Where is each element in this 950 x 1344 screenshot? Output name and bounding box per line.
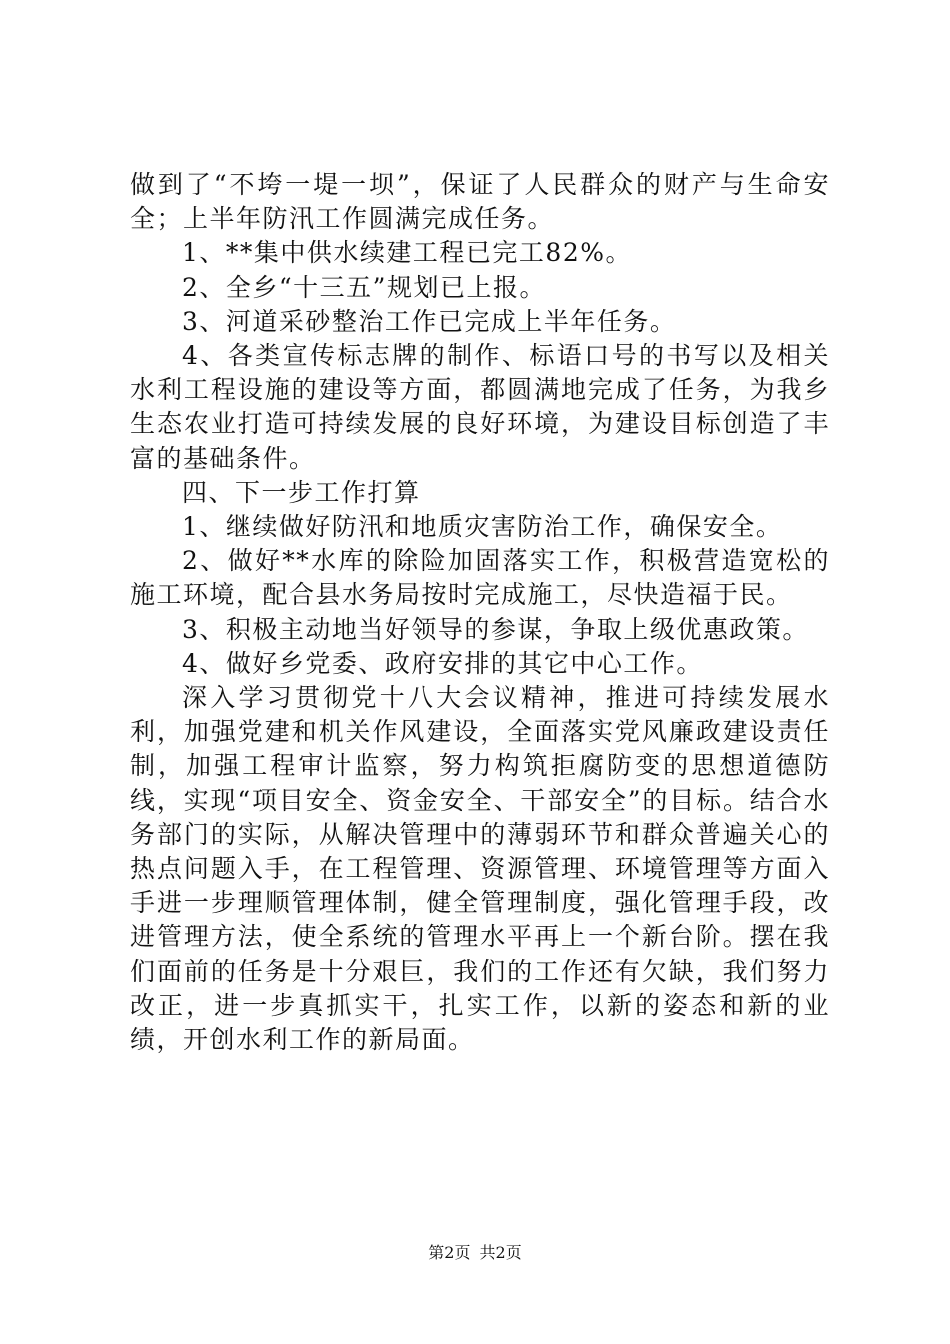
paragraph-item-2: 2、全乡“十三五”规划已上报。 bbox=[182, 272, 546, 302]
paragraph-plan-2: 2、做好**水库的除险加固落实工作，积极营造宽松的施工环境，配合县水务局按时完成施工，尽快造福于民。 bbox=[130, 546, 830, 610]
paragraph-item-1: 1、**集中供水续建工程已完工82%。 bbox=[182, 238, 632, 268]
paragraph-item-4: 4、各类宣传标志牌的制作、标语口号的书写以及相关水利工程设施的建设等方面，都圆满地完成了任务，为我乡生态农业打造可持续发展的良好环境，为建设目标创造了丰富的基础条件。 bbox=[130, 341, 830, 473]
document-body bbox=[130, 168, 830, 1057]
paragraph-plan-1: 1、继续做好防汛和地质灾害防治工作，确保安全。 bbox=[182, 512, 783, 542]
page-footer bbox=[0, 1243, 950, 1263]
paragraph-item-3: 3、河道采砂整治工作已完成上半年任务。 bbox=[182, 306, 677, 336]
page-total: 共2页 bbox=[479, 1243, 522, 1262]
section-heading-next-steps: 四、下一步工作打算 bbox=[182, 477, 421, 507]
paragraph-plan-4: 4、做好乡党委、政府安排的其它中心工作。 bbox=[182, 648, 703, 678]
paragraph-conclusion: 深入学习贯彻党十八大会议精神，推进可持续发展水利，加强党建和机关作风建设，全面落实党风廉政建设责任制，加强工程审计监察，努力构筑拒腐防变的思想道德防线，实现“项目安全、资金安全、干部安全”的目标。结合水务部门的实际，从解决管理中的薄弱环节和群众普遍关心的热点问题入手，在工程管理、资源管理、环境管理等方面入手进一步理顺管理体制，健全管理制度，强化管理手段，改进管理方法，使全系统的管理水平再上一个新台阶。摆在我们面前的任务是十分艰巨，我们的工作还有欠缺，我们努力改正，进一步真抓实干，扎实工作，以新的姿态和新的业绩，开创水利工作的新局面。 bbox=[130, 683, 830, 1055]
paragraph-plan-3: 3、积极主动地当好领导的参谋，争取上级优惠政策。 bbox=[182, 614, 809, 644]
page-number: 第2页 bbox=[428, 1243, 471, 1262]
paragraph-intro: 做到了“不垮一堤一坝”，保证了人民群众的财产与生命安全；上半年防汛工作圆满完成任务。 bbox=[130, 170, 830, 234]
